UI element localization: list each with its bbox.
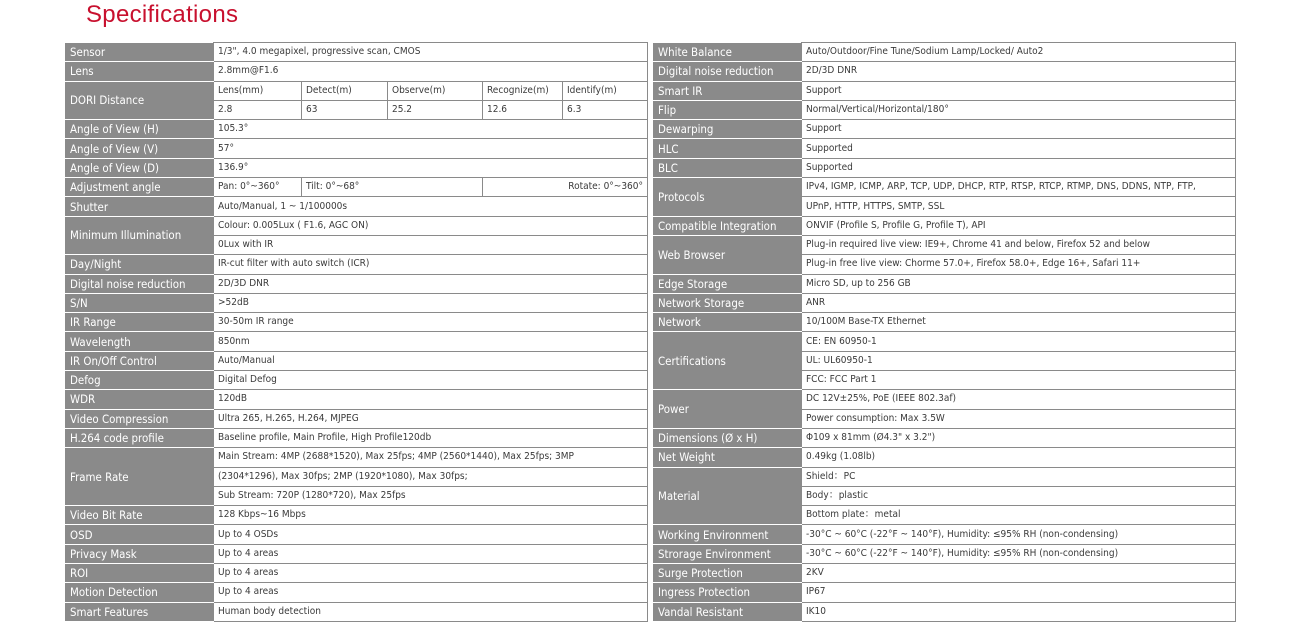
spec-label: Surge Protection — [654, 564, 802, 583]
spec-row — [66, 178, 648, 197]
spec-value: Up to 4 areas — [214, 583, 648, 602]
spec-row — [66, 351, 648, 370]
spec-value: Up to 4 OSDs — [214, 525, 648, 544]
spec-value: Shield：PC — [802, 467, 1236, 486]
spec-value: Rotate: 0°~360° — [483, 178, 648, 197]
spec-row — [66, 158, 648, 177]
spec-value: Bottom plate：metal — [802, 506, 1236, 525]
spec-label: Dewarping — [654, 120, 802, 139]
spec-value: 0Lux with IR — [214, 235, 648, 254]
spec-value: 0.49kg (1.08lb) — [802, 448, 1236, 467]
spec-label: Wavelength — [66, 332, 214, 351]
spec-label: H.264 code profile — [66, 428, 214, 447]
spec-value: Tilt: 0°~68° — [302, 178, 483, 197]
spec-label: Power — [654, 390, 802, 429]
spec-value: Body：plastic — [802, 486, 1236, 505]
spec-value: Up to 4 areas — [214, 564, 648, 583]
spec-value: Power consumption: Max 3.5W — [802, 409, 1236, 428]
spec-value: IP67 — [802, 583, 1236, 602]
spec-row — [66, 602, 648, 621]
spec-label: Lens — [66, 62, 214, 81]
spec-value: >52dB — [214, 293, 648, 312]
spec-value: 105.3° — [214, 120, 648, 139]
spec-row — [654, 158, 1236, 177]
spec-row — [654, 100, 1236, 119]
spec-label: Edge Storage — [654, 274, 802, 293]
spec-value: Support — [802, 120, 1236, 139]
spec-value: Supported — [802, 139, 1236, 158]
spec-label: Minimum Illumination — [66, 216, 214, 255]
spec-label: Frame Rate — [66, 448, 214, 506]
spec-value: Auto/Outdoor/Fine Tune/Sodium Lamp/Locked/ Auto2 — [802, 43, 1236, 62]
spec-label: Working Environment — [654, 525, 802, 544]
spec-value: Identify(m) — [563, 81, 648, 100]
spec-row — [66, 428, 648, 447]
spec-value: 63 — [302, 100, 388, 119]
spec-label: Sensor — [66, 43, 214, 62]
spec-value: 128 Kbps~16 Mbps — [214, 506, 648, 525]
spec-value: Auto/Manual — [214, 351, 648, 370]
spec-row — [66, 332, 648, 351]
spec-row — [66, 390, 648, 409]
spec-label: Certifications — [654, 332, 802, 390]
spec-row — [654, 216, 1236, 235]
spec-label: Digital noise reduction — [66, 274, 214, 293]
spec-row — [66, 139, 648, 158]
spec-value: 2KV — [802, 564, 1236, 583]
spec-value: IPv4, IGMP, ICMP, ARP, TCP, UDP, DHCP, RTP, RTSP, RTCP, RTMP, DNS, DDNS, NTP, FTP, — [802, 178, 1236, 197]
spec-row — [654, 178, 1236, 197]
spec-label: Network Storage — [654, 293, 802, 312]
page-title: Specifications — [86, 1, 239, 28]
spec-label: Network — [654, 313, 802, 332]
spec-label: Vandal Resistant — [654, 602, 802, 621]
spec-row — [654, 428, 1236, 447]
spec-value: UL: UL60950-1 — [802, 351, 1236, 370]
spec-value: Pan: 0°~360° — [214, 178, 302, 197]
spec-value: 850nm — [214, 332, 648, 351]
spec-row — [654, 120, 1236, 139]
spec-row — [66, 506, 648, 525]
spec-table-left — [65, 42, 648, 622]
spec-value: IK10 — [802, 602, 1236, 621]
spec-value: FCC: FCC Part 1 — [802, 371, 1236, 390]
spec-row — [66, 274, 648, 293]
spec-label: IR Range — [66, 313, 214, 332]
spec-value: Normal/Vertical/Horizontal/180° — [802, 100, 1236, 119]
spec-value: Support — [802, 81, 1236, 100]
spec-label: Video Compression — [66, 409, 214, 428]
spec-row — [654, 62, 1236, 81]
spec-value: 2D/3D DNR — [802, 62, 1236, 81]
spec-label: Angle of View (D) — [66, 158, 214, 177]
spec-value: Recognize(m) — [483, 81, 563, 100]
spec-value: Micro SD, up to 256 GB — [802, 274, 1236, 293]
spec-value: Main Stream: 4MP (2688*1520), Max 25fps; 4MP (2560*1440), Max 25fps; 3MP — [214, 448, 648, 467]
spec-row — [654, 235, 1236, 254]
spec-value: 6.3 — [563, 100, 648, 119]
spec-table-right — [653, 42, 1236, 622]
spec-label: BLC — [654, 158, 802, 177]
spec-label: S/N — [66, 293, 214, 312]
spec-value: 1/3", 4.0 megapixel, progressive scan, CMOS — [214, 43, 648, 62]
spec-label: Material — [654, 467, 802, 525]
spec-value: Plug-in free live view: Chorme 57.0+, Firefox 58.0+, Edge 16+, Safari 11+ — [802, 255, 1236, 274]
spec-row — [66, 409, 648, 428]
spec-row — [66, 583, 648, 602]
spec-row — [654, 390, 1236, 409]
spec-value: 57° — [214, 139, 648, 158]
spec-label: Privacy Mask — [66, 544, 214, 563]
spec-label: Compatible Integration — [654, 216, 802, 235]
spec-label: Dimensions (Ø x H) — [654, 428, 802, 447]
spec-label: Angle of View (H) — [66, 120, 214, 139]
spec-row — [66, 81, 648, 100]
spec-value: Digital Defog — [214, 371, 648, 390]
spec-row — [654, 274, 1236, 293]
spec-label: White Balance — [654, 43, 802, 62]
spec-value: UPnP, HTTP, HTTPS, SMTP, SSL — [802, 197, 1236, 216]
spec-value: Detect(m) — [302, 81, 388, 100]
spec-value: Supported — [802, 158, 1236, 177]
spec-label: Digital noise reduction — [654, 62, 802, 81]
spec-value: Lens(mm) — [214, 81, 302, 100]
spec-value: 2.8 — [214, 100, 302, 119]
spec-label: ROI — [66, 564, 214, 583]
spec-value: ONVIF (Profile S, Profile G, Profile T), API — [802, 216, 1236, 235]
spec-value: -30°C ~ 60°C (-22°F ~ 140°F), Humidity: ≤95% RH (non-condensing) — [802, 525, 1236, 544]
spec-label: IR On/Off Control — [66, 351, 214, 370]
spec-row — [654, 467, 1236, 486]
spec-label: Protocols — [654, 178, 802, 217]
spec-row — [66, 197, 648, 216]
spec-value: CE: EN 60950-1 — [802, 332, 1236, 351]
spec-value: Up to 4 areas — [214, 544, 648, 563]
spec-label: Motion Detection — [66, 583, 214, 602]
spec-row — [66, 448, 648, 467]
spec-value: Plug-in required live view: IE9+, Chrome 41 and below, Firefox 52 and below — [802, 235, 1236, 254]
spec-label: Smart Features — [66, 602, 214, 621]
spec-value: 2.8mm@F1.6 — [214, 62, 648, 81]
spec-row — [654, 544, 1236, 563]
spec-value: Observe(m) — [388, 81, 483, 100]
spec-label: Defog — [66, 371, 214, 390]
spec-row — [654, 43, 1236, 62]
spec-row — [66, 313, 648, 332]
spec-label: Web Browser — [654, 235, 802, 274]
spec-label: WDR — [66, 390, 214, 409]
spec-row — [66, 525, 648, 544]
spec-label: Adjustment angle — [66, 178, 214, 197]
spec-row — [654, 332, 1236, 351]
spec-value: 10/100M Base-TX Ethernet — [802, 313, 1236, 332]
spec-value: 30-50m IR range — [214, 313, 648, 332]
spec-row — [654, 525, 1236, 544]
spec-value: Baseline profile, Main Profile, High Profile120db — [214, 428, 648, 447]
spec-row — [66, 564, 648, 583]
spec-label: DORI Distance — [66, 81, 214, 120]
spec-value: Auto/Manual, 1 ~ 1/100000s — [214, 197, 648, 216]
spec-row — [66, 544, 648, 563]
spec-value: (2304*1296), Max 30fps; 2MP (1920*1080), Max 30fps; — [214, 467, 648, 486]
spec-row — [66, 371, 648, 390]
spec-label: OSD — [66, 525, 214, 544]
spec-row — [654, 564, 1236, 583]
spec-row — [654, 293, 1236, 312]
spec-row — [654, 81, 1236, 100]
spec-value: Colour: 0.005Lux ( F1.6, AGC ON) — [214, 216, 648, 235]
spec-row — [654, 583, 1236, 602]
spec-value: 12.6 — [483, 100, 563, 119]
spec-value: Φ109 x 81mm (Ø4.3" x 3.2") — [802, 428, 1236, 447]
spec-row — [654, 602, 1236, 621]
spec-row — [654, 313, 1236, 332]
spec-label: Ingress Protection — [654, 583, 802, 602]
spec-label: Smart IR — [654, 81, 802, 100]
spec-value: 25.2 — [388, 100, 483, 119]
spec-label: Flip — [654, 100, 802, 119]
spec-label: Day/Night — [66, 255, 214, 274]
spec-value: -30°C ~ 60°C (-22°F ~ 140°F), Humidity: ≤95% RH (non-condensing) — [802, 544, 1236, 563]
spec-row — [66, 216, 648, 235]
spec-row — [654, 139, 1236, 158]
spec-label: Angle of View (V) — [66, 139, 214, 158]
spec-label: Net Weight — [654, 448, 802, 467]
spec-value: 136.9° — [214, 158, 648, 177]
spec-label: Shutter — [66, 197, 214, 216]
spec-row — [66, 62, 648, 81]
spec-value: 2D/3D DNR — [214, 274, 648, 293]
spec-row — [66, 255, 648, 274]
spec-label: Strorage Environment — [654, 544, 802, 563]
spec-value: Sub Stream: 720P (1280*720), Max 25fps — [214, 486, 648, 505]
spec-row — [66, 120, 648, 139]
spec-value: ANR — [802, 293, 1236, 312]
spec-label: HLC — [654, 139, 802, 158]
spec-value: IR-cut filter with auto switch (ICR) — [214, 255, 648, 274]
spec-value: 120dB — [214, 390, 648, 409]
spec-row — [654, 448, 1236, 467]
spec-row — [66, 43, 648, 62]
spec-row — [66, 293, 648, 312]
spec-value: DC 12V±25%, PoE (IEEE 802.3af) — [802, 390, 1236, 409]
spec-value: Ultra 265, H.265, H.264, MJPEG — [214, 409, 648, 428]
spec-value: Human body detection — [214, 602, 648, 621]
spec-label: Video Bit Rate — [66, 506, 214, 525]
